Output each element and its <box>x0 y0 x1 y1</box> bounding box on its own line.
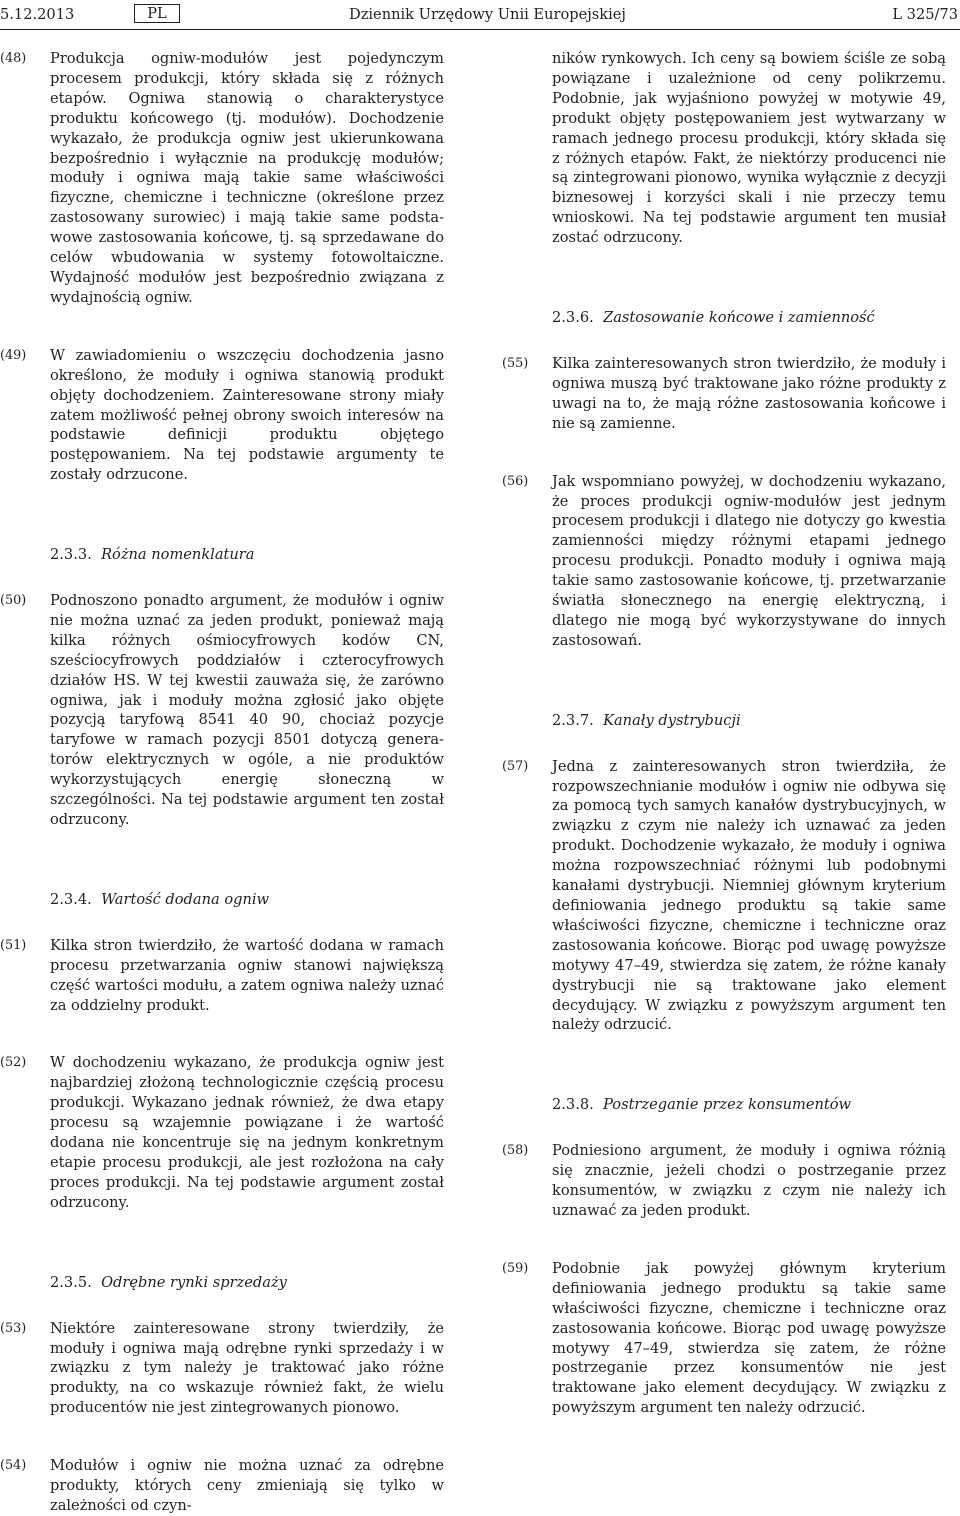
section-heading-2-3-4 <box>0 890 444 910</box>
recital-text: Niektóre zainteresowane strony twierdziły, że moduły i ogniwa mają odrębne rynki sprzedaży i w związku z tym należy je traktować jako różne produkty, na co wskazuje również fakt, że wielu producentów nie jest zintegrowanych pionowo. <box>50 1319 444 1417</box>
recital-number: (59) <box>502 1260 529 1276</box>
recital-number: (48) <box>0 51 27 66</box>
section-heading-2-3-7 <box>502 711 946 731</box>
section-title: Odrębne rynki sprzedaży <box>101 1273 287 1291</box>
recital-text: Kilka zainteresowanych stron twierdziło, że moduły i ogniwa muszą być traktowane jako różne produkty z uwagi na to, że mają różne zastosowania końcowe i nie są zamienne. <box>552 354 946 432</box>
recital-number: (56) <box>502 473 529 489</box>
recital-text: Podniesiono argument, że moduły i ogniwa różnią się znacznie, jeżeli chodzi o postrzeganie przez konsumentów, w związku z czym nie należy ich uznawać za jeden produkt. <box>552 1142 946 1219</box>
recital-number: (57) <box>502 758 529 774</box>
recital-text: Produkcja ogniw-modułów jest pojedynczym procesem produkcji, który składa się z różnych etapów. Ogniwa stanowią o charakterystyce produktu końcowego (tj. modułów). Dochodzenie wykazało, że produkcja ogniw jest ukierunkowana bezpośrednio i wyłącznie na produkcję modułów; moduły i ogniwa mają takie same właściwości fizyczne, chemiczne i techniczne (określone przez zastosowany surowiec) i mają takie same podstawowe zastosowania końcowe, tj. są sprzedawane do celów wbudowania w systemy fotowoltaiczne. Wydajność modułów jest bezpośrednio związana z wydajnością ogniw. <box>50 50 444 306</box>
recital-48 <box>0 49 444 308</box>
section-heading-2-3-3 <box>0 545 444 565</box>
recital-number: (58) <box>502 1143 529 1159</box>
page-header <box>0 0 960 30</box>
section-title: Postrzeganie przez konsumentów <box>603 1096 852 1114</box>
recital-58 <box>502 1141 946 1221</box>
recital-text: Jak wspomniano powyżej, w dochodzeniu wykazano, że proces produkcji ogniw-modułów jest jednym procesem produkcji i dlatego nie dotyczy go kwestia zamienności między różnymi etapami jednego procesu produkcji. Ponadto moduły i ogniwa mają takie samo zastosowanie końcowe, tj. przetwarzanie światła słonecznego na energię elektryczną, i dlatego nie mogą być wykorzystywane do innych zastosowań. <box>552 472 946 649</box>
section-number: 2.3.5. <box>50 1273 92 1291</box>
section-heading-2-3-5 <box>0 1273 444 1293</box>
section-title: Kanały dystrybucji <box>603 711 741 729</box>
section-number: 2.3.7. <box>552 711 594 729</box>
recital-number: (51) <box>0 937 27 953</box>
recital-49 <box>0 346 444 485</box>
header-rule <box>0 29 960 30</box>
page-reference: L 325/73 <box>892 6 958 23</box>
section-title: Wartość dodana ogniw <box>101 890 270 908</box>
recital-text: Podnoszono ponadto argument, że modułów i ogniw nie można uznać za jeden produkt, ponieważ mają kilka różnych ośmiocyfrowych kodów CN, sześciocyfrowych poddziałów i czterocyfrowych działów HS. W tej kwestii zauważa się, że zarówno ogniwa, jak i moduły można zgłosić jako objęte pozycją taryfową 8541 40 90, chociaż pozycje taryfowe w ramach pozycji 8501 dotyczą generatorów elektrycznych w ogóle, a nie produktów wykorzystujących energię słoneczną w szczególności. Na tej podstawie argument ten został odrzucony. <box>50 592 444 828</box>
recital-54 <box>0 1456 444 1516</box>
section-number: 2.3.8. <box>552 1096 594 1114</box>
section-number: 2.3.4. <box>50 890 92 908</box>
recital-text: W dochodzeniu wykazano, że produkcja ogniw jest najbardziej złożoną technologicznie częścią procesu produkcji. Wykazano jednak również, że dwa etapy procesu są wzajemnie powiązane i że wartość dodana nie koncentruje się na jednym konkretnym etapie procesu produkcji, ale jest rozłożona na cały proces produkcji. Na tej podstawie argument został odrzucony. <box>50 1054 444 1211</box>
recital-text: Modułów i ogniw nie można uznać za odrębne produkty, których ceny zmieniają się tylko w zależności od czyn- <box>50 1457 444 1514</box>
recital-number: (52) <box>0 1055 27 1071</box>
recital-57 <box>502 757 946 1036</box>
left-column <box>0 49 444 1516</box>
language-badge: PL <box>134 4 180 23</box>
recital-54-continued <box>502 49 946 248</box>
recital-number: (54) <box>0 1458 27 1474</box>
recital-text: W zawiadomieniu o wszczęciu dochodzenia jasno określono, że moduły i ogniwa stanowią produkt objęty dochodzeniem. Zainteresowane strony miały zatem możliwość pełnej obrony swoich interesów na podstawie definicji produktu objętego postępowaniem. Na tej podstawie argumenty te zostały odrzucone. <box>50 346 444 484</box>
journal-title: Dziennik Urzędowy Unii Europejskiej <box>349 6 626 23</box>
section-title: Różna nomenklatura <box>101 546 255 564</box>
recital-55 <box>502 354 946 434</box>
recital-text: Podobnie jak powyżej głównym kryterium definiowania jednego produktu są takie same właściwości fizyczne, chemiczne i techniczne oraz zastosowania końcowe. Biorąc pod uwagę powyższe motywy 47–49, stwierdza się zatem, że różne postrzeganie przez konsumentów nie jest traktowane jako element decydujący. W związku z powyższym argument ten należy odrzucić. <box>552 1259 946 1417</box>
recital-53 <box>0 1319 444 1419</box>
section-title: Zastosowanie końcowe i zamienność <box>603 309 875 327</box>
recital-number: (53) <box>0 1320 27 1336</box>
section-heading-2-3-6 <box>502 308 946 328</box>
section-number: 2.3.3. <box>50 546 92 564</box>
recital-number: (55) <box>502 355 529 371</box>
recital-50 <box>0 591 444 830</box>
recital-52 <box>0 1053 444 1212</box>
section-number: 2.3.6. <box>552 309 594 327</box>
recital-51 <box>0 936 444 1016</box>
recital-56 <box>502 472 946 651</box>
recital-text: ników rynkowych. Ich ceny są bowiem ściśle ze sobą powiązane i uzależnione od ceny polikrzemu. Podobnie, jak wyjaśniono powyżej w motywie 49, produkt objęty postępowaniem jest wytwarzany w ramach jednego procesu produkcji, który składa się z różnych etapów. Fakt, że niektórzy producenci nie są zintegrowani pionowo, wynika wyłącznie z decyzji biznesowej i korzyści skali i nie przeczy temu wnioskowi. Na tej podstawie argument ten musiał zostać odrzucony. <box>552 50 946 247</box>
right-column <box>502 49 946 1418</box>
publication-date: 5.12.2013 <box>0 6 75 23</box>
section-heading-2-3-8 <box>502 1095 946 1115</box>
recital-number: (49) <box>0 347 27 363</box>
recital-text: Jedna z zainteresowanych stron twierdziła, że rozpowszechnianie modułów i ogniw nie odbywa się za pomocą tych samych kanałów dystrybucyjnych, w związku z czym nie należy ich uznawać za jeden produkt. Dochodzenie wykazało, że moduły i ogniwa można rozpowszechniać różnymi lub podobnymi kanałami dystrybucji. Niemniej głównym kryterium definiowania jednego produktu są takie same właściwości fizyczne, chemiczne i techniczne oraz zastosowania końcowe. Biorąc pod uwagę powyższe motywy 47–49, stwierdza się zatem, że różne kanały dystrybucji nie są traktowane jako element decydujący. W związku z powyższym argument ten należy odrzucić. <box>552 757 946 1034</box>
recital-59 <box>502 1259 946 1418</box>
recital-text: Kilka stron twierdziło, że wartość dodana w ramach procesu przetwarzania ogniw stanowi największą część wartości modułu, a zatem ogniwa należy uznać za oddzielny produkt. <box>50 936 444 1014</box>
recital-number: (50) <box>0 593 27 609</box>
